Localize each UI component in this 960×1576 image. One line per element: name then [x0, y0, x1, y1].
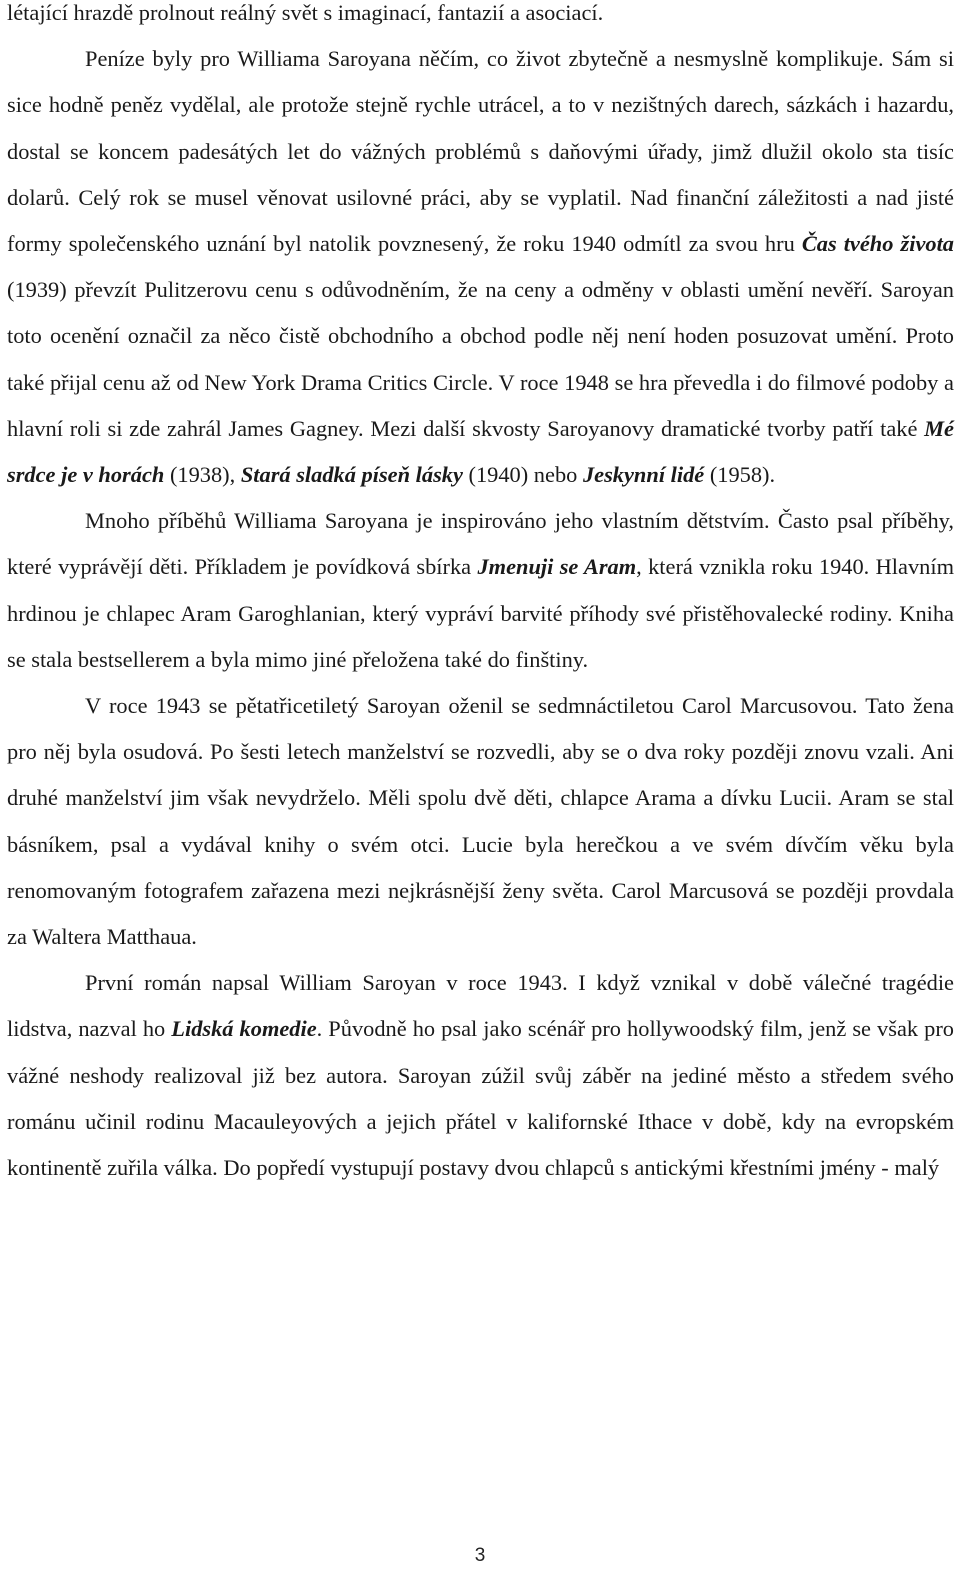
work-title: Mé srdce je v horách: [7, 415, 954, 488]
paragraph: [7, 960, 954, 1191]
document-page: [7, 0, 954, 1191]
paragraph-text: . Původně ho psal jako scénář pro hollywoodský film, jenž se však pro vážné neshody realizoval již bez autora. Saroyan zúžil svůj záběr na jediné město a středem svého románu učinil rodinu Macauleyových a jejich přátel v kalifornské Ithace v době, kdy na evropském kontinentě zuřila válka. Do popředí vystupují postavy dvou chlapců s antickými křestními jmény - malý: [7, 1016, 954, 1181]
paragraph-text: (1958).: [704, 462, 776, 488]
page-number: 3: [474, 1545, 486, 1566]
paragraph-text: (1939) převzít Pulitzerovu cenu s odůvodněním, že na ceny a odměny v oblasti umění nevěří. Saroyan toto ocenění označil za něco čistě obchodního a obchod podle něj není hoden posuzovat umění. Proto také přijal cenu až od New York Drama Critics Circle. V roce 1948 se hra převedla i do filmové podoby a hlavní roli si zde zahrál James Gagney. Mezi další skvosty Saroyanovy dramatické tvorby patří také: [7, 277, 954, 441]
work-title: Jmenuji se Aram: [477, 554, 637, 580]
paragraph-text: V roce 1943 se pětatřicetiletý Saroyan oženil se sedmnáctiletou Carol Marcusovou. Tato žena pro něj byla osudová. Po šesti letech manželství se rozvedli, aby se o dva roky později znovu vzali. Ani druhé manželství jim však nevydrželo. Měli spolu dvě děti, chlapce Arama a dívku Lucii. Aram se stal básníkem, psal a vydával knihy o svém otci. Lucie byla herečkou a ve svém dívčím věku byla renomovaným fotografem zařazena mezi nejkrásnější ženy světa. Carol Marcusová se později provdala za Waltera Matthaua.: [7, 693, 954, 950]
work-title: Jeskynní lidé: [582, 462, 705, 488]
work-title: Lidská komedie: [171, 1016, 317, 1042]
paragraph: [7, 498, 954, 683]
paragraph-text: (1940) nebo: [462, 462, 583, 488]
work-title: Čas tvého života: [801, 231, 954, 257]
paragraph-text: , která vznikla roku 1940. Hlavním hrdinou je chlapec Aram Garoghlanian, který vypráví barvité příhody své přistěhovalecké rodiny. Kniha se stala bestsellerem a byla mimo jiné přeložena také do finštiny.: [7, 554, 954, 672]
paragraph: [7, 36, 954, 498]
paragraph-text: Mnoho příběhů Williama Saroyana je inspirováno jeho vlastním dětstvím. Často psal příběhy, které vyprávějí děti. Příkladem je povídková sbírka: [7, 508, 954, 580]
paragraph-text: Peníze byly pro Williama Saroyana něčím, co život zbytečně a nesmyslně komplikuje. Sám si sice hodně peněz vydělal, ale protože stejně rychle utrácel, a to v nezištných darech, sázkách i hazardu, dostal se koncem padesátých let do vážných problémů s daňovými úřady, jimž dlužil okolo sta tisíc dolarů. Celý rok se musel věnovat usilovné práci, aby se vyplatil. Nad finanční záležitosti a nad jisté formy společenského uznání byl natolik povznesený, že roku 1940 odmítl za svou hru: [7, 46, 954, 257]
paragraph: [7, 0, 954, 36]
paragraph-text: létající hrazdě prolnout reálný svět s imaginací, fantazií a asociací.: [7, 0, 604, 25]
paragraph: [7, 683, 954, 960]
paragraph-text: (1938),: [164, 462, 241, 488]
paragraph-text: První román napsal William Saroyan v roce 1943. I když vznikal v době válečné tragédie lidstva, nazval ho: [7, 970, 954, 1042]
work-title: Stará sladká píseň lásky: [240, 462, 463, 488]
